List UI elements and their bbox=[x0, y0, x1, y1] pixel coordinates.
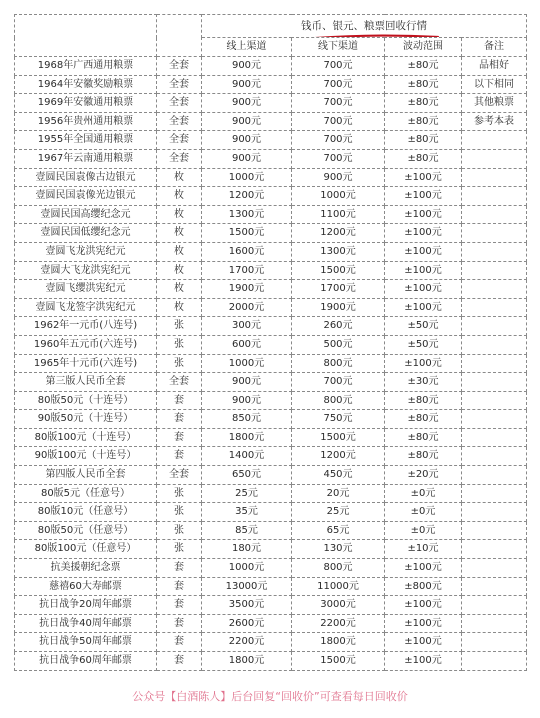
price-range: ±100元 bbox=[385, 559, 462, 578]
price-range: ±80元 bbox=[385, 75, 462, 94]
price-sheet bbox=[14, 14, 526, 671]
table-row bbox=[15, 75, 527, 94]
price-range: ±50元 bbox=[385, 317, 462, 336]
item-note bbox=[462, 410, 527, 429]
price-range: ±100元 bbox=[385, 205, 462, 224]
item-note bbox=[462, 559, 527, 578]
offline-price: 1100元 bbox=[292, 205, 385, 224]
price-range: ±30元 bbox=[385, 373, 462, 392]
item-note: 以下相同 bbox=[462, 75, 527, 94]
item-unit: 枚 bbox=[157, 298, 202, 317]
item-note bbox=[462, 652, 527, 671]
item-note bbox=[462, 521, 527, 540]
item-name: 壹圆飞龙签字洪宪纪元 bbox=[15, 298, 157, 317]
item-name: 1955年全国通用粮票 bbox=[15, 131, 157, 150]
price-range: ±800元 bbox=[385, 577, 462, 596]
table-row bbox=[15, 559, 527, 578]
item-note bbox=[462, 484, 527, 503]
item-note bbox=[462, 261, 527, 280]
table-row bbox=[15, 596, 527, 615]
item-unit: 枚 bbox=[157, 261, 202, 280]
red-underline-mark bbox=[290, 34, 440, 38]
item-note bbox=[462, 187, 527, 206]
table-row bbox=[15, 484, 527, 503]
item-name: 抗日战争60周年邮票 bbox=[15, 652, 157, 671]
item-unit: 全套 bbox=[157, 373, 202, 392]
item-note bbox=[462, 317, 527, 336]
offline-price: 3000元 bbox=[292, 596, 385, 615]
table-row bbox=[15, 633, 527, 652]
table-row bbox=[15, 391, 527, 410]
item-name: 第四版人民币全套 bbox=[15, 466, 157, 485]
item-name: 壹圆民国低缨纪念元 bbox=[15, 224, 157, 243]
item-name: 80版50元（任意号） bbox=[15, 521, 157, 540]
item-note bbox=[462, 373, 527, 392]
item-unit: 全套 bbox=[157, 94, 202, 113]
price-range: ±0元 bbox=[385, 484, 462, 503]
table-row bbox=[15, 242, 527, 261]
item-name: 抗日战争20周年邮票 bbox=[15, 596, 157, 615]
group-title: 钱币、银元、粮票回收行情 bbox=[301, 20, 427, 32]
item-name: 80版10元（任意号） bbox=[15, 503, 157, 522]
table-row bbox=[15, 466, 527, 485]
item-name: 抗美援朝纪念票 bbox=[15, 559, 157, 578]
item-name: 1962年一元币(八连号) bbox=[15, 317, 157, 336]
col-header-note: 备注 bbox=[462, 38, 527, 57]
item-unit: 套 bbox=[157, 447, 202, 466]
table-row bbox=[15, 112, 527, 131]
item-unit: 全套 bbox=[157, 112, 202, 131]
price-range: ±100元 bbox=[385, 354, 462, 373]
item-name: 抗日战争50周年邮票 bbox=[15, 633, 157, 652]
item-unit: 枚 bbox=[157, 242, 202, 261]
price-range: ±0元 bbox=[385, 503, 462, 522]
online-price: 3500元 bbox=[202, 596, 292, 615]
item-unit: 套 bbox=[157, 633, 202, 652]
item-note bbox=[462, 633, 527, 652]
price-range: ±100元 bbox=[385, 224, 462, 243]
price-range: ±100元 bbox=[385, 280, 462, 299]
table-row bbox=[15, 168, 527, 187]
price-range: ±100元 bbox=[385, 298, 462, 317]
item-note bbox=[462, 149, 527, 168]
item-unit: 枚 bbox=[157, 205, 202, 224]
offline-price: 800元 bbox=[292, 391, 385, 410]
price-range: ±80元 bbox=[385, 57, 462, 76]
online-price: 1200元 bbox=[202, 187, 292, 206]
item-unit: 枚 bbox=[157, 224, 202, 243]
item-name: 壹圆民国袁像古边银元 bbox=[15, 168, 157, 187]
col-header-offline: 线下渠道 bbox=[292, 38, 385, 57]
price-range: ±100元 bbox=[385, 168, 462, 187]
item-name: 壹圆民国袁像光边银元 bbox=[15, 187, 157, 206]
online-price: 1800元 bbox=[202, 428, 292, 447]
online-price: 2600元 bbox=[202, 614, 292, 633]
header-blank-unit bbox=[157, 15, 202, 57]
table-row bbox=[15, 261, 527, 280]
item-unit: 套 bbox=[157, 410, 202, 429]
offline-price: 1800元 bbox=[292, 633, 385, 652]
table-row bbox=[15, 521, 527, 540]
item-unit: 枚 bbox=[157, 168, 202, 187]
price-range: ±100元 bbox=[385, 596, 462, 615]
price-range: ±80元 bbox=[385, 447, 462, 466]
offline-price: 800元 bbox=[292, 354, 385, 373]
price-range: ±80元 bbox=[385, 94, 462, 113]
item-note bbox=[462, 168, 527, 187]
item-name: 抗日战争40周年邮票 bbox=[15, 614, 157, 633]
item-note bbox=[462, 466, 527, 485]
item-note bbox=[462, 577, 527, 596]
item-note bbox=[462, 205, 527, 224]
offline-price: 65元 bbox=[292, 521, 385, 540]
item-name: 壹圆民国高缨纪念元 bbox=[15, 205, 157, 224]
offline-price: 1700元 bbox=[292, 280, 385, 299]
online-price: 1000元 bbox=[202, 559, 292, 578]
offline-price: 11000元 bbox=[292, 577, 385, 596]
item-note: 其他粮票 bbox=[462, 94, 527, 113]
table-row bbox=[15, 298, 527, 317]
item-note bbox=[462, 280, 527, 299]
item-unit: 张 bbox=[157, 540, 202, 559]
online-price: 35元 bbox=[202, 503, 292, 522]
table-row bbox=[15, 224, 527, 243]
item-unit: 套 bbox=[157, 391, 202, 410]
item-name: 80版100元（十连号） bbox=[15, 428, 157, 447]
online-price: 13000元 bbox=[202, 577, 292, 596]
item-name: 1968年广西通用粮票 bbox=[15, 57, 157, 76]
item-unit: 张 bbox=[157, 335, 202, 354]
item-unit: 张 bbox=[157, 503, 202, 522]
online-price: 85元 bbox=[202, 521, 292, 540]
online-price: 900元 bbox=[202, 94, 292, 113]
item-unit: 套 bbox=[157, 559, 202, 578]
online-price: 300元 bbox=[202, 317, 292, 336]
item-note bbox=[462, 242, 527, 261]
online-price: 1000元 bbox=[202, 168, 292, 187]
price-range: ±80元 bbox=[385, 149, 462, 168]
online-price: 1000元 bbox=[202, 354, 292, 373]
item-name: 1965年十元币(六连号) bbox=[15, 354, 157, 373]
table-row bbox=[15, 94, 527, 113]
table-row bbox=[15, 131, 527, 150]
price-range: ±100元 bbox=[385, 261, 462, 280]
online-price: 900元 bbox=[202, 149, 292, 168]
table-row bbox=[15, 205, 527, 224]
item-unit: 张 bbox=[157, 317, 202, 336]
item-name: 第三版人民币全套 bbox=[15, 373, 157, 392]
item-name: 壹圆大飞龙洪宪纪元 bbox=[15, 261, 157, 280]
offline-price: 1200元 bbox=[292, 447, 385, 466]
item-name: 壹圆飞龙洪宪纪元 bbox=[15, 242, 157, 261]
item-note bbox=[462, 540, 527, 559]
item-name: 80版100元（任意号） bbox=[15, 540, 157, 559]
offline-price: 700元 bbox=[292, 373, 385, 392]
table-row bbox=[15, 317, 527, 336]
item-unit: 枚 bbox=[157, 187, 202, 206]
table-row bbox=[15, 410, 527, 429]
offline-price: 2200元 bbox=[292, 614, 385, 633]
table-row bbox=[15, 335, 527, 354]
price-range: ±10元 bbox=[385, 540, 462, 559]
online-price: 2200元 bbox=[202, 633, 292, 652]
online-price: 2000元 bbox=[202, 298, 292, 317]
price-range: ±80元 bbox=[385, 112, 462, 131]
item-note bbox=[462, 503, 527, 522]
offline-price: 1000元 bbox=[292, 187, 385, 206]
online-price: 25元 bbox=[202, 484, 292, 503]
table-row bbox=[15, 187, 527, 206]
price-range: ±0元 bbox=[385, 521, 462, 540]
offline-price: 1200元 bbox=[292, 224, 385, 243]
price-range: ±80元 bbox=[385, 410, 462, 429]
item-note bbox=[462, 447, 527, 466]
online-price: 1300元 bbox=[202, 205, 292, 224]
table-row bbox=[15, 373, 527, 392]
table-row bbox=[15, 57, 527, 76]
online-price: 650元 bbox=[202, 466, 292, 485]
item-note: 参考本表 bbox=[462, 112, 527, 131]
price-range: ±100元 bbox=[385, 633, 462, 652]
item-note bbox=[462, 391, 527, 410]
online-price: 1900元 bbox=[202, 280, 292, 299]
item-name: 90版50元（十连号） bbox=[15, 410, 157, 429]
price-range: ±100元 bbox=[385, 652, 462, 671]
item-unit: 套 bbox=[157, 577, 202, 596]
item-unit: 全套 bbox=[157, 57, 202, 76]
item-note: 品相好 bbox=[462, 57, 527, 76]
offline-price: 450元 bbox=[292, 466, 385, 485]
offline-price: 700元 bbox=[292, 149, 385, 168]
header-blank-name bbox=[15, 15, 157, 57]
item-note bbox=[462, 335, 527, 354]
item-unit: 套 bbox=[157, 614, 202, 633]
offline-price: 1900元 bbox=[292, 298, 385, 317]
group-title-cell bbox=[202, 15, 527, 38]
offline-price: 900元 bbox=[292, 168, 385, 187]
online-price: 1500元 bbox=[202, 224, 292, 243]
online-price: 900元 bbox=[202, 391, 292, 410]
table-row bbox=[15, 540, 527, 559]
offline-price: 700元 bbox=[292, 131, 385, 150]
header-row-1 bbox=[15, 15, 527, 38]
table-row bbox=[15, 280, 527, 299]
item-unit: 张 bbox=[157, 354, 202, 373]
online-price: 900元 bbox=[202, 57, 292, 76]
table-row bbox=[15, 354, 527, 373]
offline-price: 1500元 bbox=[292, 261, 385, 280]
price-range: ±80元 bbox=[385, 131, 462, 150]
online-price: 900元 bbox=[202, 75, 292, 94]
table-row bbox=[15, 428, 527, 447]
item-unit: 枚 bbox=[157, 280, 202, 299]
offline-price: 500元 bbox=[292, 335, 385, 354]
item-name: 80版50元（十连号） bbox=[15, 391, 157, 410]
online-price: 900元 bbox=[202, 131, 292, 150]
online-price: 180元 bbox=[202, 540, 292, 559]
item-name: 壹圆飞缨洪宪纪元 bbox=[15, 280, 157, 299]
item-unit: 张 bbox=[157, 484, 202, 503]
offline-price: 130元 bbox=[292, 540, 385, 559]
table-row bbox=[15, 614, 527, 633]
item-note bbox=[462, 596, 527, 615]
price-range: ±100元 bbox=[385, 242, 462, 261]
item-name: 1956年贵州通用粮票 bbox=[15, 112, 157, 131]
col-header-range: 波动范围 bbox=[385, 38, 462, 57]
price-range: ±100元 bbox=[385, 614, 462, 633]
table-row bbox=[15, 652, 527, 671]
price-range: ±100元 bbox=[385, 187, 462, 206]
offline-price: 700元 bbox=[292, 112, 385, 131]
item-unit: 套 bbox=[157, 652, 202, 671]
item-name: 慈禧60大寿邮票 bbox=[15, 577, 157, 596]
online-price: 1400元 bbox=[202, 447, 292, 466]
item-name: 80版5元（任意号） bbox=[15, 484, 157, 503]
online-price: 900元 bbox=[202, 112, 292, 131]
table-row bbox=[15, 577, 527, 596]
item-unit: 全套 bbox=[157, 466, 202, 485]
online-price: 1600元 bbox=[202, 242, 292, 261]
item-note bbox=[462, 131, 527, 150]
item-unit: 全套 bbox=[157, 131, 202, 150]
offline-price: 20元 bbox=[292, 484, 385, 503]
offline-price: 1300元 bbox=[292, 242, 385, 261]
online-price: 900元 bbox=[202, 373, 292, 392]
offline-price: 1500元 bbox=[292, 428, 385, 447]
table-row bbox=[15, 447, 527, 466]
price-range: ±80元 bbox=[385, 391, 462, 410]
item-name: 1960年五元币(六连号) bbox=[15, 335, 157, 354]
price-range: ±20元 bbox=[385, 466, 462, 485]
item-unit: 套 bbox=[157, 428, 202, 447]
online-price: 600元 bbox=[202, 335, 292, 354]
item-unit: 套 bbox=[157, 596, 202, 615]
item-note bbox=[462, 614, 527, 633]
item-unit: 张 bbox=[157, 521, 202, 540]
item-note bbox=[462, 354, 527, 373]
price-range: ±80元 bbox=[385, 428, 462, 447]
item-name: 90版100元（十连号） bbox=[15, 447, 157, 466]
offline-price: 700元 bbox=[292, 75, 385, 94]
online-price: 1700元 bbox=[202, 261, 292, 280]
col-header-online: 线上渠道 bbox=[202, 38, 292, 57]
online-price: 850元 bbox=[202, 410, 292, 429]
item-name: 1967年云南通用粮票 bbox=[15, 149, 157, 168]
table-row bbox=[15, 149, 527, 168]
offline-price: 800元 bbox=[292, 559, 385, 578]
price-table bbox=[14, 14, 527, 671]
item-note bbox=[462, 298, 527, 317]
footer-note: 公众号【白酒陈人】后台回复“回收价”可查看每日回收价 bbox=[132, 690, 408, 703]
offline-price: 1500元 bbox=[292, 652, 385, 671]
item-unit: 全套 bbox=[157, 75, 202, 94]
offline-price: 260元 bbox=[292, 317, 385, 336]
offline-price: 700元 bbox=[292, 57, 385, 76]
item-note bbox=[462, 224, 527, 243]
offline-price: 750元 bbox=[292, 410, 385, 429]
offline-price: 25元 bbox=[292, 503, 385, 522]
item-unit: 全套 bbox=[157, 149, 202, 168]
online-price: 1800元 bbox=[202, 652, 292, 671]
price-range: ±50元 bbox=[385, 335, 462, 354]
item-name: 1964年安徽奖励粮票 bbox=[15, 75, 157, 94]
offline-price: 700元 bbox=[292, 94, 385, 113]
item-note bbox=[462, 428, 527, 447]
item-name: 1969年安徽通用粮票 bbox=[15, 94, 157, 113]
table-row bbox=[15, 503, 527, 522]
